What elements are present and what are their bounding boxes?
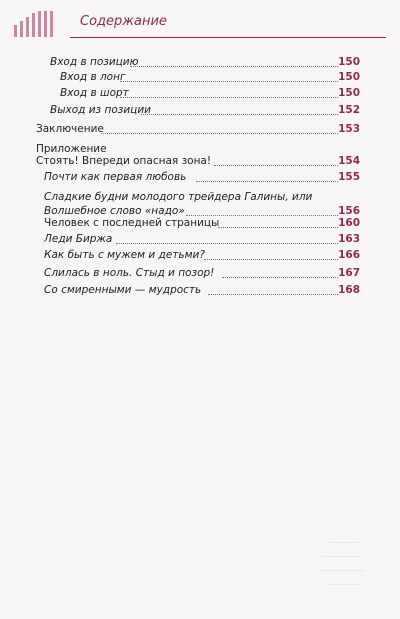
toc-entry-page: 153 <box>338 123 360 135</box>
toc-entry[interactable] <box>0 55 400 71</box>
toc-entry-title: Вход в лонг <box>60 71 126 83</box>
toc-entry-page: 168 <box>338 284 360 296</box>
toc-entry[interactable] <box>0 170 400 186</box>
bleed-through-mark <box>326 584 362 585</box>
toc-entry[interactable] <box>0 70 400 86</box>
leader-dots <box>141 114 338 115</box>
toc-entry-title: Заключение <box>36 123 104 135</box>
toc-entry[interactable] <box>0 266 400 282</box>
leader-dots <box>218 227 338 228</box>
leader-dots <box>120 81 338 82</box>
toc-entry-title: Сладкие будни молодого трейдера Галины, или <box>44 191 313 203</box>
toc-entry-page: 163 <box>338 233 360 245</box>
leader-dots <box>204 259 338 260</box>
toc-entry-page: 156 <box>338 205 360 217</box>
toc-entry[interactable] <box>0 154 400 170</box>
toc-entry-page: 150 <box>338 56 360 68</box>
leader-dots <box>222 277 338 278</box>
toc-entry[interactable] <box>0 283 400 299</box>
toc-entry-title: Выход из позиции <box>50 104 151 116</box>
toc-entry[interactable] <box>0 103 400 119</box>
toc-entry-page: 155 <box>338 171 360 183</box>
toc-entry[interactable] <box>0 248 400 264</box>
toc-entry-title: Как быть с мужем и детьми? <box>44 249 205 261</box>
bleed-through-mark <box>330 542 358 543</box>
toc-entry-title: Стоять! Впереди опасная зона! <box>36 155 212 167</box>
page-title: Содержание <box>80 14 167 29</box>
leader-dots <box>196 181 338 182</box>
bleed-through-mark <box>318 570 364 571</box>
toc-entry-page: 150 <box>338 71 360 83</box>
leader-dots <box>101 133 338 134</box>
leader-dots <box>116 243 338 244</box>
toc-entry-title: Со смиренными — мудрость <box>44 284 202 296</box>
toc-entry-title: Леди Биржа <box>44 233 113 245</box>
toc-entry-page: 154 <box>338 155 360 167</box>
toc-entry[interactable] <box>0 232 400 248</box>
toc-entry[interactable] <box>0 216 400 232</box>
leader-dots <box>120 97 338 98</box>
toc-entry-page: 160 <box>338 217 360 229</box>
toc-entry-page: 152 <box>338 104 360 116</box>
toc-entry-page: 150 <box>338 87 360 99</box>
toc-entry-title: Вход в шорт <box>60 87 129 99</box>
toc-entry-title: Вход в позицию <box>50 56 139 68</box>
leader-dots <box>214 165 338 166</box>
leader-dots <box>130 66 338 67</box>
bleed-through-mark <box>322 556 362 557</box>
toc-entry-title: Слилась в ноль. Стыд и позор! <box>44 267 215 279</box>
toc-entry[interactable] <box>0 86 400 102</box>
toc-entry[interactable] <box>0 122 400 138</box>
toc-entry-title: Человек с последней страницы <box>44 217 220 229</box>
leader-dots <box>208 294 338 295</box>
toc-entry-page: 167 <box>338 267 360 279</box>
toc-entry-title: Волшебное слово «надо» <box>44 205 185 217</box>
toc-entry-page: 166 <box>338 249 360 261</box>
appendix-label: Приложение <box>36 143 107 155</box>
toc-entry-title: Почти как первая любовь <box>44 171 187 183</box>
